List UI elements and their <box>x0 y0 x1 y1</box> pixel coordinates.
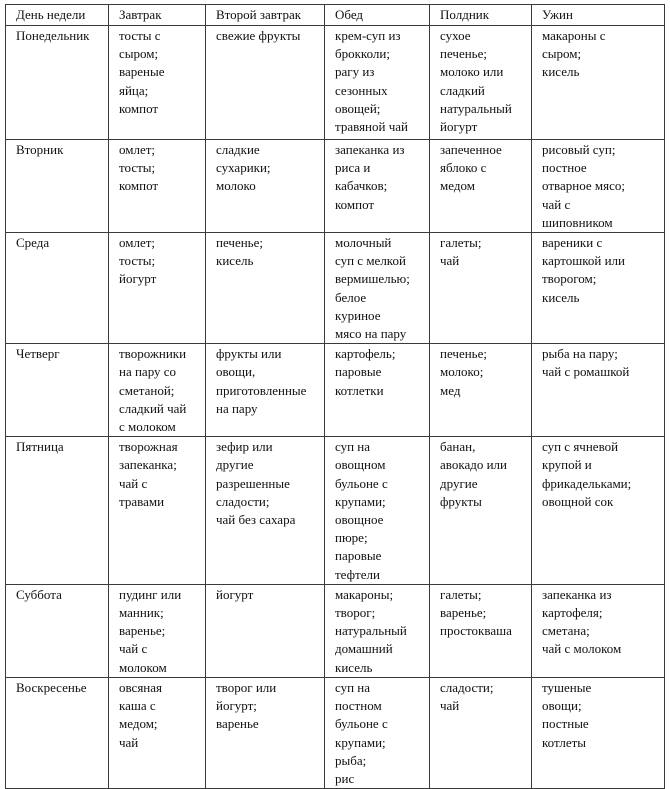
day-cell: Среда <box>6 233 109 344</box>
breakfast-cell: творожная запеканка; чай с травами <box>109 437 206 585</box>
lunch-cell: молочный суп с мелкой вермишелью; белое куриное мясо на пару <box>325 233 430 344</box>
snack-cell: банан, авокадо или другие фрукты <box>430 437 532 585</box>
second-breakfast-cell: зефир или другие разрешенные сладости; чай без сахара <box>206 437 325 585</box>
table-row <box>6 677 665 788</box>
day-cell: Суббота <box>6 584 109 677</box>
snack-cell: запеченное яблоко с медом <box>430 140 532 233</box>
lunch-cell: суп на постном бульоне с крупами; рыба; рис <box>325 677 430 788</box>
table-row <box>6 437 665 585</box>
second-breakfast-cell: свежие фрукты <box>206 26 325 140</box>
day-cell: Четверг <box>6 344 109 437</box>
table-row <box>6 233 665 344</box>
breakfast-cell: омлет; тосты; компот <box>109 140 206 233</box>
snack-cell: сладости; чай <box>430 677 532 788</box>
second-breakfast-cell: печенье; кисель <box>206 233 325 344</box>
day-cell: Вторник <box>6 140 109 233</box>
lunch-cell: макароны; творог; натуральный домашний кисель <box>325 584 430 677</box>
dinner-cell: рисовый суп; постное отварное мясо; чай с шиповником <box>532 140 665 233</box>
snack-cell: сухое печенье; молоко или сладкий натуральный йогурт <box>430 26 532 140</box>
weekly-menu-table <box>5 4 665 789</box>
second-breakfast-cell: фрукты или овощи, приготовленные на пару <box>206 344 325 437</box>
snack-cell: печенье; молоко; мед <box>430 344 532 437</box>
header-snack: Полдник <box>430 5 532 26</box>
lunch-cell: картофель; паровые котлетки <box>325 344 430 437</box>
snack-cell: галеты; варенье; простокваша <box>430 584 532 677</box>
lunch-cell: крем-суп из брокколи; рагу из сезонных овощей; травяной чай <box>325 26 430 140</box>
breakfast-cell: пудинг или манник; варенье; чай с молоком <box>109 584 206 677</box>
header-lunch: Обед <box>325 5 430 26</box>
header-dinner: Ужин <box>532 5 665 26</box>
header-breakfast: Завтрак <box>109 5 206 26</box>
header-second-breakfast: Второй завтрак <box>206 5 325 26</box>
table-row <box>6 344 665 437</box>
dinner-cell: макароны с сыром; кисель <box>532 26 665 140</box>
breakfast-cell: овсяная каша с медом; чай <box>109 677 206 788</box>
dinner-cell: тушеные овощи; постные котлеты <box>532 677 665 788</box>
breakfast-cell: творожники на пару со сметаной; сладкий чай с молоком <box>109 344 206 437</box>
lunch-cell: запеканка из риса и кабачков; компот <box>325 140 430 233</box>
second-breakfast-cell: сладкие сухарики; молоко <box>206 140 325 233</box>
table-row <box>6 26 665 140</box>
dinner-cell: суп с ячневой крупой и фрикадельками; овощной сок <box>532 437 665 585</box>
breakfast-cell: омлет; тосты; йогурт <box>109 233 206 344</box>
snack-cell: галеты; чай <box>430 233 532 344</box>
table-row <box>6 140 665 233</box>
day-cell: Воскресенье <box>6 677 109 788</box>
day-cell: Понедельник <box>6 26 109 140</box>
second-breakfast-cell: йогурт <box>206 584 325 677</box>
table-row <box>6 584 665 677</box>
dinner-cell: вареники с картошкой или творогом; кисель <box>532 233 665 344</box>
header-row <box>6 5 665 26</box>
day-cell: Пятница <box>6 437 109 585</box>
second-breakfast-cell: творог или йогурт; варенье <box>206 677 325 788</box>
lunch-cell: суп на овощном бульоне с крупами; овощное пюре; паровые тефтели <box>325 437 430 585</box>
breakfast-cell: тосты с сыром; вареные яйца; компот <box>109 26 206 140</box>
dinner-cell: рыба на пару; чай с ромашкой <box>532 344 665 437</box>
header-day: День недели <box>6 5 109 26</box>
dinner-cell: запеканка из картофеля; сметана; чай с молоком <box>532 584 665 677</box>
